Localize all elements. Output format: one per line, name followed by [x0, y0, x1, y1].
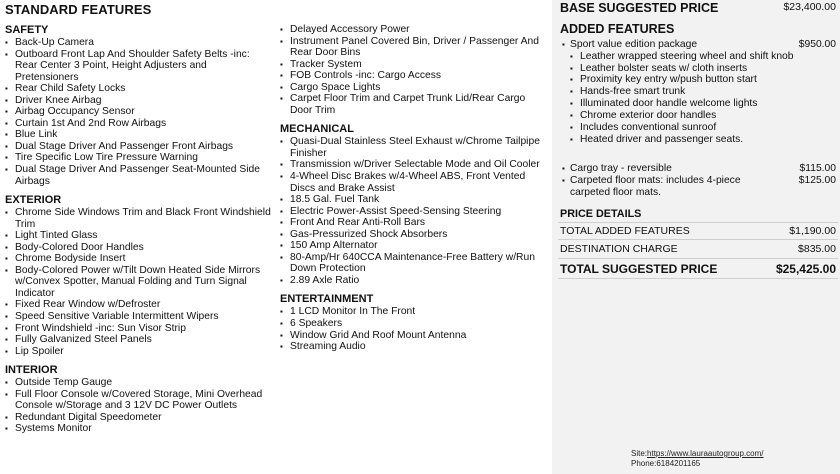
feature-item: ▪ Quasi-Dual Stainless Steel Exhaust w/Chrome Tailpipe Finisher	[280, 136, 548, 159]
package-cargo-tray	[562, 163, 838, 175]
package-sub-item: ▪ Leather wrapped steering wheel and shift knob	[570, 51, 838, 63]
feature-item: ▪ Streaming Audio	[280, 341, 548, 353]
feature-item: ▪ Speed Sensitive Variable Intermittent Wipers	[5, 311, 273, 323]
feature-item: ▪ 80-Amp/Hr 640CCA Maintenance-Free Battery w/Run Down Protection	[280, 252, 548, 275]
feature-item: ▪ Body-Colored Power w/Tilt Down Heated Side Mirrors w/Convex Spotter, Manual Folding and Turn Signal Indicator	[5, 265, 273, 300]
package-sub-item: ▪ Illuminated door handle welcome lights	[570, 98, 838, 110]
divider	[558, 278, 838, 279]
package-label: ▪ Carpeted floor mats: includes 4-piece carpeted floor mats.	[562, 175, 755, 198]
package-sub-item: ▪ Chrome exterior door handles	[570, 110, 838, 122]
feature-item: ▪ Electric Power-Assist Speed-Sensing Steering	[280, 206, 548, 218]
total-suggested-row	[560, 262, 836, 276]
total-added-label: TOTAL ADDED FEATURES	[560, 225, 690, 237]
divider	[558, 258, 838, 259]
feature-item: ▪ Blue Link	[5, 129, 273, 141]
package-floor-mats	[562, 175, 838, 198]
feature-list	[280, 306, 548, 352]
feature-item: ▪ Driver Knee Airbag	[5, 95, 273, 107]
standard-features-title: STANDARD FEATURES	[5, 2, 152, 17]
feature-item: ▪ Front And Rear Anti-Roll Bars	[280, 217, 548, 229]
feature-item: ▪ 150 Amp Alternator	[280, 240, 548, 252]
feature-item: ▪ Light Tinted Glass	[5, 230, 273, 242]
feature-item: ▪ Instrument Panel Covered Bin, Driver / Passenger And Rear Door Bins	[280, 36, 548, 59]
feature-list	[280, 24, 548, 116]
feature-item: ▪ Delayed Accessory Power	[280, 24, 548, 36]
feature-section-title: INTERIOR	[5, 364, 58, 377]
phone-label: Phone:	[631, 459, 657, 468]
feature-section	[280, 293, 548, 352]
feature-list	[5, 207, 273, 357]
package-sport-value	[562, 39, 838, 146]
feature-item: ▪ Gas-Pressurized Shock Absorbers	[280, 229, 548, 241]
base-price-row	[560, 1, 836, 15]
package-price: $115.00	[799, 163, 836, 174]
package-price: $950.00	[798, 39, 836, 50]
feature-item: ▪ Carpet Floor Trim and Carpet Trunk Lid/Rear Cargo Door Trim	[280, 93, 548, 116]
package-label: ▪ Sport value edition package	[562, 39, 765, 51]
divider	[558, 239, 838, 240]
feature-item: ▪ FOB Controls -inc: Cargo Access	[280, 70, 548, 82]
feature-item: ▪ Front Windshield -inc: Sun Visor Strip	[5, 323, 273, 335]
base-price-value: $23,400.00	[783, 1, 836, 13]
feature-section	[280, 24, 548, 116]
site-link[interactable]: https://www.lauraautogroup.com/	[647, 449, 764, 458]
feature-item: ▪ Lip Spoiler	[5, 346, 273, 358]
feature-item: ▪ Chrome Bodyside Insert	[5, 253, 273, 265]
divider	[558, 222, 838, 223]
feature-section-title: EXTERIOR	[5, 194, 62, 207]
feature-section	[5, 24, 273, 187]
feature-list	[280, 136, 548, 286]
feature-item: ▪ Dual Stage Driver And Passenger Seat-Mounted Side Airbags	[5, 164, 273, 187]
feature-item: ▪ Chrome Side Windows Trim and Black Front Windshield Trim	[5, 207, 273, 230]
total-suggested-value: $25,425.00	[775, 262, 836, 276]
feature-item: ▪ Full Floor Console w/Covered Storage, Mini Overhead Console w/Storage and 3 12V DC Power Outlets	[5, 389, 273, 412]
site-label: Site:	[631, 449, 648, 458]
feature-section	[5, 364, 273, 435]
feature-list	[5, 37, 273, 187]
total-added-row	[560, 225, 836, 237]
feature-item: ▪ 6 Speakers	[280, 318, 548, 330]
package-sub-item: ▪ Heated driver and passenger seats.	[570, 134, 838, 146]
feature-item: ▪ Body-Colored Door Handles	[5, 242, 273, 254]
feature-item: ▪ Fixed Rear Window w/Defroster	[5, 299, 273, 311]
feature-section-title: SAFETY	[5, 24, 49, 36]
price-details-title: PRICE DETAILS	[560, 208, 642, 220]
total-suggested-label: TOTAL SUGGESTED PRICE	[560, 262, 718, 276]
feature-item: ▪ Fully Galvanized Steel Panels	[5, 334, 273, 346]
feature-item: ▪ Systems Monitor	[5, 423, 273, 435]
feature-item: ▪ Redundant Digital Speedometer	[5, 412, 273, 424]
feature-section-title: MECHANICAL	[280, 123, 354, 136]
feature-item: ▪ Window Grid And Roof Mount Antenna	[280, 330, 548, 342]
feature-item: ▪ Tire Specific Low Tire Pressure Warning	[5, 152, 273, 164]
dealer-contact	[631, 449, 764, 469]
feature-item: ▪ 2.89 Axle Ratio	[280, 275, 548, 287]
feature-item: ▪ Curtain 1st And 2nd Row Airbags	[5, 118, 273, 130]
feature-item: ▪ 1 LCD Monitor In The Front	[280, 306, 548, 318]
feature-item: ▪ Rear Child Safety Locks	[5, 83, 273, 95]
feature-item: ▪ Outboard Front Lap And Shoulder Safety Belts -inc: Rear Center 3 Point, Height Adjusters and Pretensioners	[5, 49, 273, 84]
feature-section	[5, 194, 273, 357]
package-label: ▪ Cargo tray - reversible	[562, 163, 765, 175]
features-column-1	[5, 24, 273, 442]
added-features-title: ADDED FEATURES	[560, 22, 675, 36]
destination-row	[560, 243, 836, 255]
destination-label: DESTINATION CHARGE	[560, 243, 678, 255]
feature-item: ▪ Dual Stage Driver And Passenger Front Airbags	[5, 141, 273, 153]
package-sub-items	[562, 51, 838, 146]
feature-item: ▪ Tracker System	[280, 59, 548, 71]
feature-list	[5, 377, 273, 435]
package-sub-item: ▪ Proximity key entry w/push button start	[570, 74, 838, 86]
destination-value: $835.00	[798, 243, 836, 255]
feature-item: ▪ Outside Temp Gauge	[5, 377, 273, 389]
feature-item: ▪ Back-Up Camera	[5, 37, 273, 49]
feature-item: ▪ Transmission w/Driver Selectable Mode and Oil Cooler	[280, 159, 548, 171]
package-sub-item: ▪ Includes conventional sunroof	[570, 122, 838, 134]
total-added-value: $1,190.00	[789, 225, 836, 237]
feature-item: ▪ 4-Wheel Disc Brakes w/4-Wheel ABS, Front Vented Discs and Brake Assist	[280, 171, 548, 194]
base-price-label: BASE SUGGESTED PRICE	[560, 1, 719, 15]
feature-item: ▪ 18.5 Gal. Fuel Tank	[280, 194, 548, 206]
package-sub-item: ▪ Leather bolster seats w/ cloth inserts	[570, 63, 838, 75]
feature-item: ▪ Airbag Occupancy Sensor	[5, 106, 273, 118]
feature-item: ▪ Cargo Space Lights	[280, 82, 548, 94]
feature-section	[280, 123, 548, 286]
feature-section-title: ENTERTAINMENT	[280, 293, 374, 306]
package-price: $125.00	[798, 175, 836, 186]
package-sub-item: ▪ Hands-free smart trunk	[570, 86, 838, 98]
features-column-2	[280, 24, 548, 360]
phone-number: 6184201165	[656, 459, 701, 468]
